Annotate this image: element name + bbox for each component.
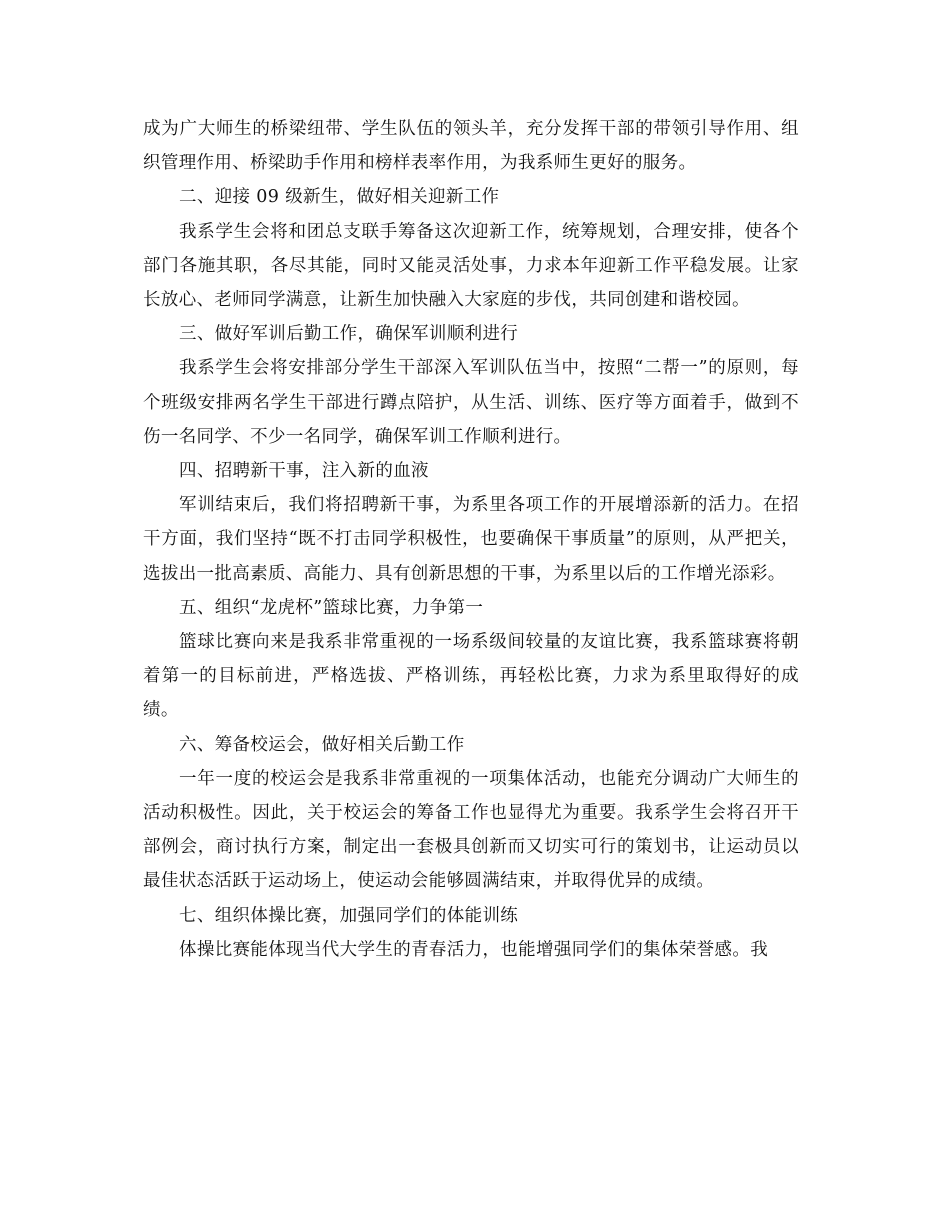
document-body (143, 112, 799, 967)
paragraph-body: 我系学生会将和团总支联手筹备这次迎新工作，统筹规划，合理安排，使各个部门各施其职，各尽其能，同时又能灵活处事，力求本年迎新工作平稳发展。让家长放心、老师同学满意，让新生加快融入大家庭的步伐，共同创建和谐校园。 (143, 221, 799, 311)
paragraph-body: 我系学生会将安排部分学生干部深入军训队伍当中，按照“二帮一”的原则，每个班级安排两名学生干部进行蹲点陪护，从生活、训练、医疗等方面着手，做到不伤一名同学、不少一名同学，确保军训工作顺利进行。 (143, 358, 799, 447)
paragraph-body: 体操比赛能体现当代大学生的青春活力，也能增强同学们的集体荣誉感。我 (179, 939, 769, 960)
section-heading-6: 六、筹备校运会，做好相关后勤工作 (179, 734, 465, 755)
paragraph-body: 篮球比赛向来是我系非常重视的一场系级间较量的友谊比赛，我系篮球赛将朝着第一的目标前进，严格选拔、严格训练，再轻松比赛，力求为系里取得好的成绩。 (143, 632, 799, 721)
section-heading-5: 五、组织“龙虎杯”篮球比赛，力争第一 (179, 597, 484, 618)
paragraph-continuation: 成为广大师生的桥梁纽带、学生队伍的领头羊，充分发挥干部的带领引导作用、组织管理作用、桥梁助手作用和榜样表率作用，为我系师生更好的服务。 (143, 119, 799, 174)
section-heading-7: 七、组织体操比赛，加强同学们的体能训练 (179, 905, 519, 926)
section-heading-2: 二、迎接 09 级新生，做好相关迎新工作 (179, 187, 500, 208)
paragraph-body: 军训结束后，我们将招聘新干事，为系里各项工作的开展增添新的活力。在招干方面，我们坚持“既不打击同学积极性，也要确保干事质量”的原则，从严把关，选拔出一批高素质、高能力、具有创新思想的干事，为系里以后的工作增光添彩。 (143, 495, 799, 584)
paragraph-body: 一年一度的校运会是我系非常重视的一项集体活动，也能充分调动广大师生的活动积极性。因此，关于校运会的筹备工作也显得尤为重要。我系学生会将召开干部例会，商讨执行方案，制定出一套极具创新而又切实可行的策划书，让运动员以最佳状态活跃于运动场上，使运动会能够圆满结束，并取得优异的成绩。 (143, 768, 799, 892)
section-heading-4: 四、招聘新干事，注入新的血液 (179, 461, 429, 482)
section-heading-3: 三、做好军训后勤工作，确保军训顺利进行 (179, 324, 519, 345)
